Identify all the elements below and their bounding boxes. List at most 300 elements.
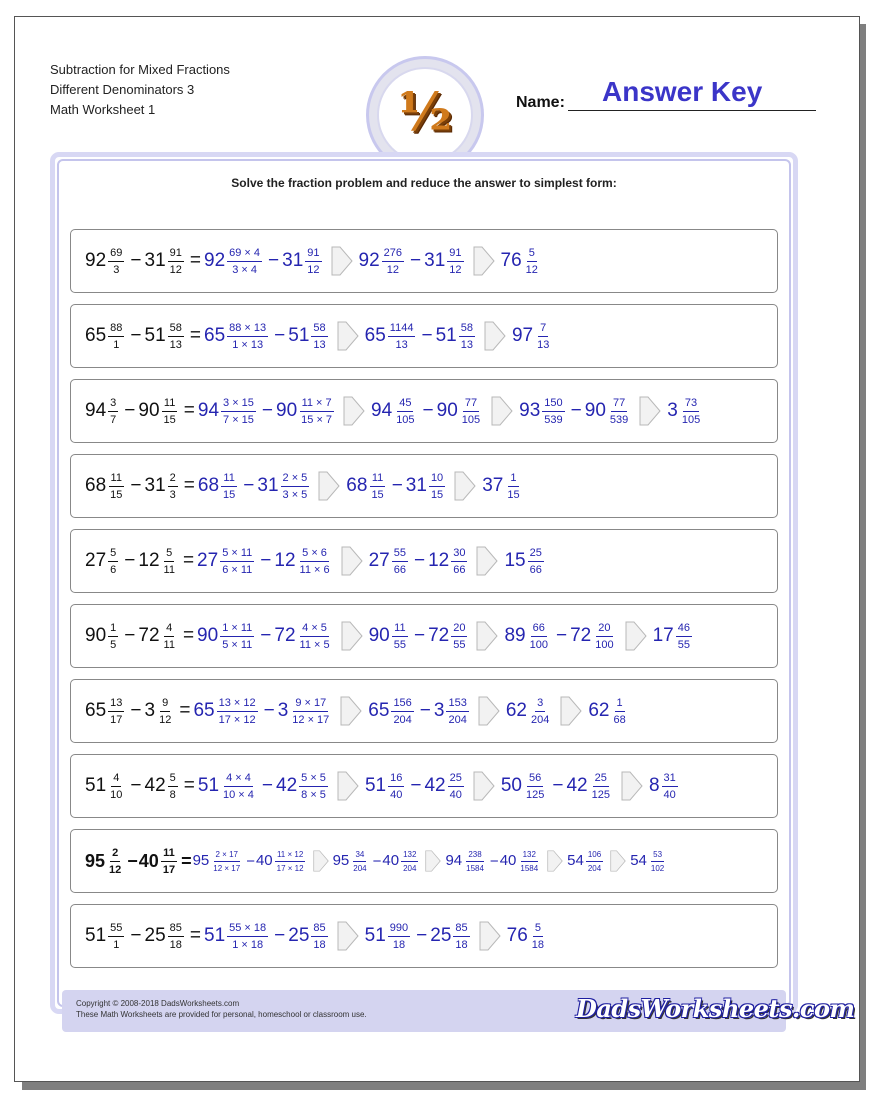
fraction: [535, 321, 551, 352]
fraction: [351, 849, 368, 874]
minus-sign: −: [127, 850, 138, 871]
answer-key-title: Answer Key: [602, 76, 763, 107]
mixed-number: [282, 246, 324, 277]
next-step-arrow-icon: [479, 920, 501, 952]
fraction: [676, 621, 692, 652]
denominator: 12 × 17: [213, 863, 241, 873]
denominator: 15 × 7: [301, 413, 333, 426]
next-step-arrow-icon: [484, 320, 506, 352]
fraction: [168, 471, 178, 502]
numerator: 150: [542, 396, 564, 412]
whole-number: 31: [144, 250, 166, 271]
whole-number: 90: [584, 400, 606, 421]
logo-text: ½: [397, 82, 453, 143]
name-label: Name:: [516, 94, 565, 111]
fraction: [528, 546, 544, 577]
minus-sign: −: [489, 852, 499, 870]
problem-expression: [85, 680, 631, 742]
next-step-arrow-icon: [476, 545, 498, 577]
fraction: [530, 921, 546, 952]
mixed-number: [424, 246, 466, 277]
whole-number: 89: [504, 625, 526, 646]
whole-number: 42: [424, 775, 446, 796]
whole-number: 65: [364, 325, 386, 346]
mixed-number: [204, 921, 271, 952]
whole-number: 65: [85, 700, 107, 721]
fraction: [217, 696, 258, 727]
denominator: 1 × 18: [232, 938, 264, 951]
denominator: 12: [169, 263, 182, 276]
mixed-number: [424, 771, 466, 802]
numerator: 9: [160, 696, 170, 712]
minus-sign: −: [130, 700, 142, 721]
whole-number: 51: [288, 325, 310, 346]
fraction: [524, 771, 546, 802]
denominator: 17 × 12: [218, 713, 256, 726]
fraction: [586, 849, 603, 874]
numerator: 85: [311, 921, 327, 937]
numerator: 2: [110, 846, 120, 862]
copyright-notice: [76, 998, 367, 1020]
minus-sign: −: [274, 325, 286, 346]
whole-number: 3: [667, 400, 678, 421]
denominator: 100: [529, 638, 548, 651]
mixed-number: [437, 396, 486, 427]
denominator: 105: [681, 413, 701, 426]
fraction: [299, 396, 334, 427]
fraction: [453, 921, 469, 952]
denominator: 10 × 4: [223, 788, 254, 801]
next-step-arrow-icon: [476, 620, 498, 652]
whole-number: 42: [276, 775, 298, 796]
fraction: [298, 546, 332, 577]
mixed-number: [198, 771, 259, 802]
problem-expression: [85, 830, 669, 892]
minus-sign: −: [263, 700, 275, 721]
mixed-number: [588, 696, 630, 727]
fraction: [459, 321, 475, 352]
numerator: 990: [388, 921, 410, 937]
whole-number: 51: [435, 325, 457, 346]
numerator: 238: [466, 849, 483, 862]
fraction: [429, 471, 445, 502]
next-step-arrow-icon: [621, 770, 643, 802]
fraction: [382, 246, 404, 277]
fraction: [168, 771, 178, 802]
numerator: 25: [593, 771, 609, 787]
mixed-number: [333, 849, 372, 874]
mixed-number: [369, 546, 411, 577]
mixed-number: [193, 849, 246, 874]
whole-number: 95: [85, 851, 106, 871]
fraction: [227, 246, 262, 277]
fraction: [108, 771, 124, 802]
whole-number: 17: [652, 625, 674, 646]
next-step-arrow-icon: [625, 620, 647, 652]
denominator: 15: [163, 413, 176, 426]
fraction: [505, 471, 521, 502]
title-line: Math Worksheet 1: [50, 102, 156, 117]
fraction: [311, 321, 327, 352]
title-line: Different Denominators 3: [50, 82, 195, 97]
mixed-number: [198, 396, 259, 427]
mixed-number: [501, 771, 550, 802]
minus-sign: −: [555, 625, 568, 646]
denominator: 13: [395, 338, 408, 351]
whole-number: 25: [144, 925, 166, 946]
numerator: 11 × 7: [300, 396, 334, 412]
numerator: 66: [531, 621, 547, 637]
numerator: 34: [353, 849, 366, 862]
numerator: 88: [108, 321, 124, 337]
problem-row: [70, 454, 778, 518]
numerator: 58: [459, 321, 475, 337]
next-step-arrow-icon: [331, 245, 353, 277]
denominator: 102: [650, 863, 665, 873]
fraction: [451, 546, 467, 577]
fraction: [305, 246, 321, 277]
denominator: 1584: [520, 863, 539, 873]
problem-row: [70, 529, 778, 593]
denominator: 12 × 17: [292, 713, 330, 726]
mixed-number: [365, 921, 414, 952]
numerator: 11: [370, 471, 385, 487]
numerator: 5: [168, 771, 178, 787]
fraction: [392, 546, 408, 577]
problem-expression: [85, 455, 525, 517]
fraction: [161, 846, 177, 877]
fraction: [108, 321, 124, 352]
numerator: 276: [382, 246, 404, 262]
logo-badge: [377, 67, 473, 163]
denominator: 204: [530, 713, 550, 726]
numerator: 53: [651, 849, 664, 862]
denominator: 7: [110, 413, 117, 426]
equals-sign: =: [183, 400, 195, 421]
mixed-number: [278, 696, 335, 727]
fraction: [542, 396, 564, 427]
mixed-number: [428, 621, 470, 652]
whole-number: 65: [85, 325, 107, 346]
denominator: 15: [430, 488, 444, 501]
numerator: 5: [108, 546, 118, 562]
numerator: 20: [596, 621, 612, 637]
whole-number: 72: [570, 625, 592, 646]
fraction: [311, 921, 327, 952]
next-step-arrow-icon: [337, 770, 359, 802]
mixed-number: [667, 396, 705, 427]
whole-number: 51: [197, 775, 220, 796]
fraction: [220, 621, 254, 652]
denominator: 8: [169, 788, 176, 801]
brand-logo[interactable]: DadsWorksheets.com: [576, 994, 855, 1023]
numerator: 5: [527, 246, 537, 262]
whole-number: 92: [358, 250, 380, 271]
mixed-number: [504, 621, 553, 652]
numerator: 4: [111, 771, 121, 787]
whole-number: 94: [445, 852, 463, 869]
whole-number: 92: [204, 250, 226, 271]
denominator: 13: [169, 338, 182, 351]
problem-row: [70, 754, 778, 818]
denominator: 6: [110, 563, 117, 576]
fraction: [392, 621, 408, 652]
denominator: 13: [460, 338, 473, 351]
denominator: 204: [448, 713, 467, 726]
numerator: 58: [311, 321, 327, 337]
denominator: 18: [455, 938, 468, 951]
mixed-number: [288, 921, 330, 952]
problem-row: [70, 904, 778, 968]
problem-row: [70, 604, 778, 668]
mixed-number: [369, 621, 411, 652]
equals-sign: =: [181, 850, 192, 871]
fraction: [227, 921, 268, 952]
minus-sign: −: [243, 475, 255, 496]
fraction: [108, 921, 124, 952]
numerator: 1: [615, 696, 625, 712]
numerator: 132: [401, 849, 418, 862]
fraction: [464, 849, 486, 874]
denominator: 12: [449, 263, 462, 276]
minus-sign: −: [130, 325, 142, 346]
fraction: [524, 246, 540, 277]
next-step-arrow-icon: [639, 395, 661, 427]
next-step-arrow-icon: [343, 395, 365, 427]
whole-number: 76: [500, 250, 522, 271]
mixed-number: [368, 696, 417, 727]
mixed-number: [145, 696, 177, 727]
numerator: 13 × 12: [217, 696, 258, 712]
next-step-arrow-icon: [478, 695, 500, 727]
numerator: 31: [662, 771, 678, 787]
mixed-number: [436, 321, 478, 352]
denominator: 18: [392, 938, 406, 951]
whole-number: 3: [144, 700, 156, 721]
fraction: [108, 696, 124, 727]
denominator: 17: [110, 713, 123, 726]
mixed-number: [430, 921, 472, 952]
whole-number: 50: [500, 775, 522, 796]
mixed-number: [198, 471, 240, 502]
whole-number: 95: [332, 852, 350, 869]
mixed-number: [85, 846, 126, 877]
minus-sign: −: [552, 775, 564, 796]
mixed-number: [85, 621, 121, 652]
whole-number: 76: [506, 925, 528, 946]
whole-number: 92: [85, 250, 107, 271]
mixed-number: [567, 849, 606, 874]
denominator: 204: [393, 713, 412, 726]
equals-sign: =: [189, 250, 201, 271]
equals-sign: =: [189, 325, 201, 346]
whole-number: 65: [193, 700, 215, 721]
whole-number: 54: [630, 852, 647, 869]
denominator: 3 × 4: [232, 263, 257, 276]
minus-sign: −: [130, 775, 142, 796]
fraction: [518, 849, 540, 874]
next-step-arrow-icon: [610, 848, 626, 874]
mixed-number: [365, 321, 419, 352]
fraction: [388, 321, 416, 352]
next-step-arrow-icon: [454, 470, 476, 502]
fraction: [162, 621, 177, 652]
mixed-number: [371, 396, 420, 427]
denominator: 17: [162, 863, 176, 876]
copyright-text: Copyright © 2008-2018 DadsWorksheets.com: [76, 999, 240, 1008]
numerator: 56: [527, 771, 543, 787]
numerator: 91: [305, 246, 321, 262]
fraction: [211, 849, 242, 874]
mixed-number: [359, 246, 408, 277]
fraction: [157, 696, 173, 727]
mixed-number: [434, 696, 472, 727]
fraction: [529, 696, 551, 727]
numerator: 5 × 5: [299, 771, 328, 787]
numerator: 153: [446, 696, 468, 712]
whole-number: 31: [144, 475, 166, 496]
minus-sign: −: [416, 925, 428, 946]
denominator: 15: [110, 488, 123, 501]
equals-sign: =: [182, 625, 195, 646]
next-step-arrow-icon: [425, 848, 441, 874]
mixed-number: [193, 696, 260, 727]
problem-expression: [85, 905, 549, 967]
denominator: 105: [461, 413, 481, 426]
whole-number: 94: [197, 400, 220, 421]
mixed-number: [365, 771, 407, 802]
denominator: 15: [371, 488, 384, 501]
problem-row: [70, 679, 778, 743]
denominator: 17 × 12: [276, 863, 304, 873]
mixed-number: [382, 849, 421, 874]
next-step-arrow-icon: [337, 320, 359, 352]
numerator: 11: [392, 621, 407, 637]
whole-number: 90: [368, 625, 390, 646]
whole-number: 25: [430, 925, 452, 946]
denominator: 3: [169, 488, 176, 501]
next-step-arrow-icon: [473, 770, 495, 802]
fraction: [447, 246, 463, 277]
whole-number: 90: [276, 400, 298, 421]
denominator: 204: [587, 863, 602, 873]
fraction: [388, 771, 404, 802]
denominator: 66: [529, 563, 542, 576]
numerator: 77: [611, 396, 627, 412]
mixed-number: [145, 921, 187, 952]
fraction: [290, 696, 331, 727]
numerator: 1 × 11: [220, 621, 254, 637]
numerator: 5 × 6: [300, 546, 329, 562]
whole-number: 94: [371, 400, 393, 421]
numerator: 91: [168, 246, 184, 262]
problem-row: [70, 229, 778, 293]
whole-number: 97: [511, 325, 534, 346]
denominator: 3: [113, 263, 120, 276]
fraction: [593, 621, 615, 652]
whole-number: 8: [648, 775, 660, 796]
whole-number: 62: [588, 700, 610, 721]
denominator: 18: [313, 938, 326, 951]
minus-sign: −: [260, 625, 272, 646]
numerator: 16: [388, 771, 404, 787]
numerator: 1: [108, 621, 118, 637]
denominator: 11 × 6: [299, 563, 330, 576]
mixed-number: [274, 546, 334, 577]
whole-number: 27: [368, 550, 390, 571]
numerator: 13: [108, 696, 124, 712]
whole-number: 90: [85, 625, 107, 646]
next-step-arrow-icon: [547, 848, 563, 874]
worksheet-title: [50, 60, 230, 120]
problem-expression: [85, 305, 554, 367]
minus-sign: −: [261, 775, 274, 796]
mixed-number: [85, 921, 127, 952]
fraction: [299, 771, 328, 802]
numerator: 11: [162, 396, 177, 412]
mixed-number: [504, 546, 546, 577]
whole-number: 94: [85, 400, 107, 421]
minus-sign: −: [124, 400, 136, 421]
numerator: 11: [221, 471, 236, 487]
minus-sign: −: [419, 700, 431, 721]
denominator: 11: [163, 563, 175, 576]
whole-number: 12: [428, 550, 450, 571]
whole-number: 40: [255, 852, 273, 869]
numerator: 69: [108, 246, 124, 262]
denominator: 13: [537, 338, 550, 351]
whole-number: 31: [424, 250, 446, 271]
mixed-number: [197, 546, 257, 577]
next-step-arrow-icon: [340, 695, 362, 727]
next-step-arrow-icon: [341, 620, 363, 652]
whole-number: 90: [197, 625, 219, 646]
fraction: [221, 771, 256, 802]
fraction: [649, 849, 666, 874]
numerator: 69 × 4: [227, 246, 262, 262]
fraction: [108, 546, 118, 577]
mixed-number: [257, 471, 312, 502]
fraction: [108, 621, 118, 652]
whole-number: 40: [138, 851, 159, 871]
whole-number: 37: [482, 475, 504, 496]
numerator: 58: [168, 321, 184, 337]
numerator: 91: [447, 246, 463, 262]
denominator: 204: [403, 863, 417, 873]
denominator: 68: [613, 713, 626, 726]
minus-sign: −: [130, 475, 142, 496]
fraction: [162, 546, 177, 577]
mixed-number: [482, 471, 524, 502]
numerator: 2: [168, 471, 178, 487]
mixed-number: [276, 771, 331, 802]
denominator: 18: [169, 938, 182, 951]
numerator: 20: [451, 621, 467, 637]
mixed-number: [506, 696, 555, 727]
denominator: 10: [110, 788, 123, 801]
fraction: [227, 321, 268, 352]
mixed-number: [570, 621, 619, 652]
numerator: 77: [463, 396, 479, 412]
denominator: 11: [163, 638, 175, 651]
equals-sign: =: [183, 775, 195, 796]
next-step-arrow-icon: [473, 245, 495, 277]
numerator: 106: [586, 849, 603, 862]
next-step-arrow-icon: [341, 545, 363, 577]
mixed-number: [500, 849, 543, 874]
whole-number: 40: [499, 852, 517, 869]
usage-notice: These Math Worksheets are provided for personal, homeschool or classroom use.: [76, 1010, 367, 1019]
